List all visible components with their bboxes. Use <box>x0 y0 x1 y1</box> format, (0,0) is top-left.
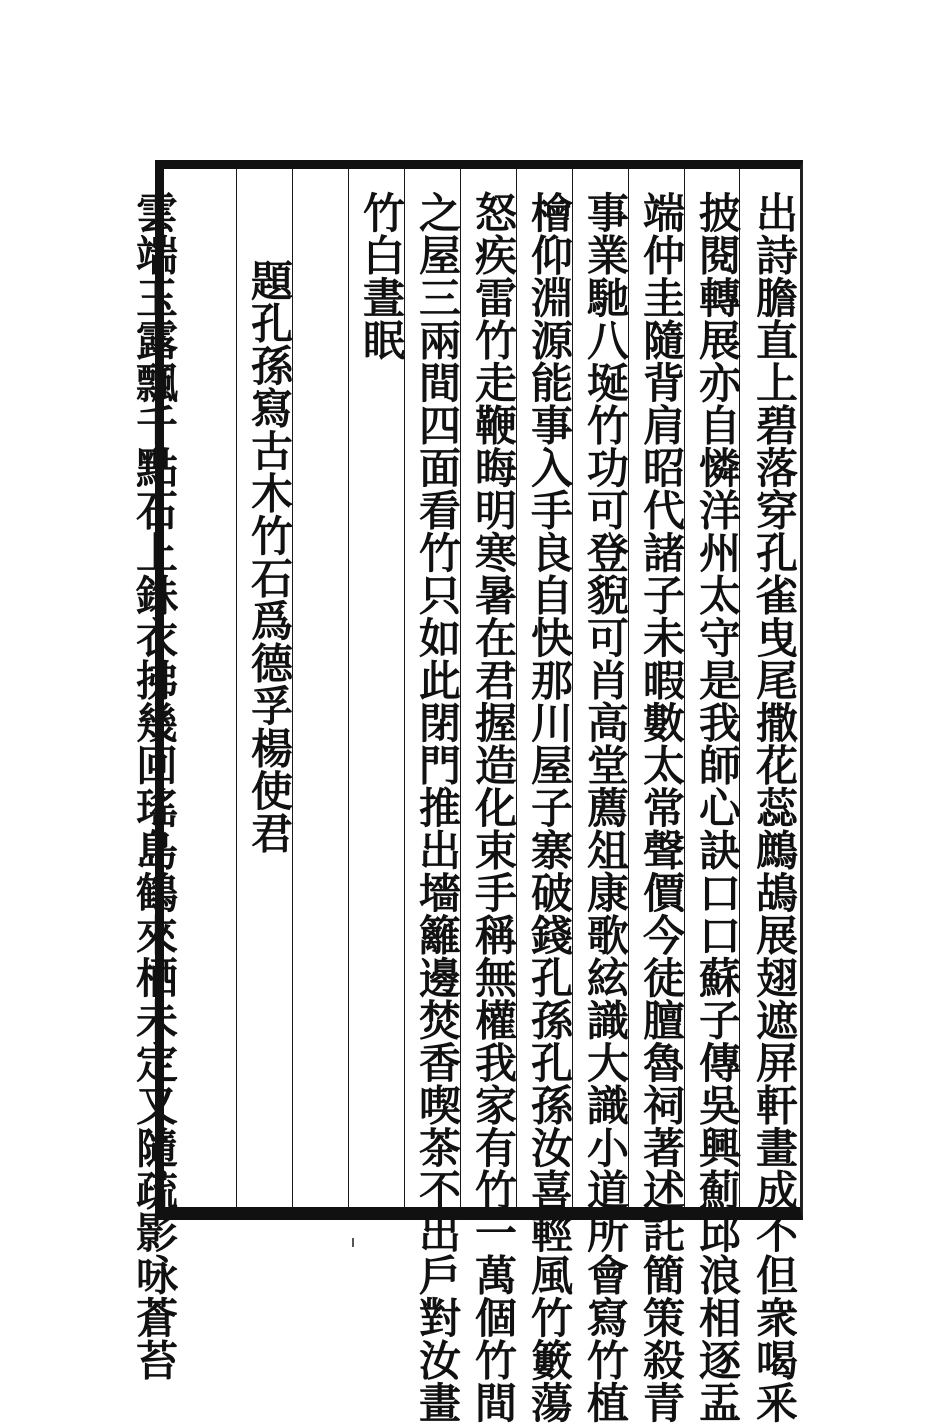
page-border <box>130 160 803 1424</box>
text-column-8: 竹白晝眠 <box>357 191 406 361</box>
text-column-6: 怒疾雷竹走鞭晦明寒暑在君握造化束手稱無權我家有竹一萬個竹間 <box>469 191 518 1424</box>
text-column-7: 之屋三兩間四面看竹只如此閉門推出墻籬邊焚香喫茶不出戶對汝畫 <box>413 191 462 1424</box>
text-column-4: 事業馳八埏竹功可登貎可肖高堂薦俎康歌絃識大識小道所會寫竹植 <box>581 191 630 1424</box>
text-column-5: 檜仰淵源能事入手良自快那川屋子寨破錢孔孫孔孫汝喜輕風竹籔蕩 <box>525 191 574 1424</box>
text-column-1: 出詩膽直上碧落穿孔雀曳尾撒花蕊鷓鴣展翅遮屏軒畫成不但衆喝釆 <box>750 191 799 1424</box>
column-divider <box>348 169 349 1207</box>
text-column-2: 披閱轉展亦自憐洋州太守是我師心訣口口蘇子傳吳興薊邱浪相逐盂 <box>693 191 742 1424</box>
text-column-3: 端仲圭隨背肩昭代諸子未暇數太常聲價今徒膻魯祠著述託簡策殺青 <box>637 191 686 1424</box>
column-divider <box>236 169 237 1207</box>
poem-title: 題孔孫寫古木竹石爲德孚楊使君 <box>245 259 294 854</box>
print-mark <box>352 1238 354 1247</box>
text-column-12: 雲端玉露飄千點石上銖衣拂幾回瑤島鶴來栖未定又隨疏影咏蒼苔 <box>130 191 179 1381</box>
